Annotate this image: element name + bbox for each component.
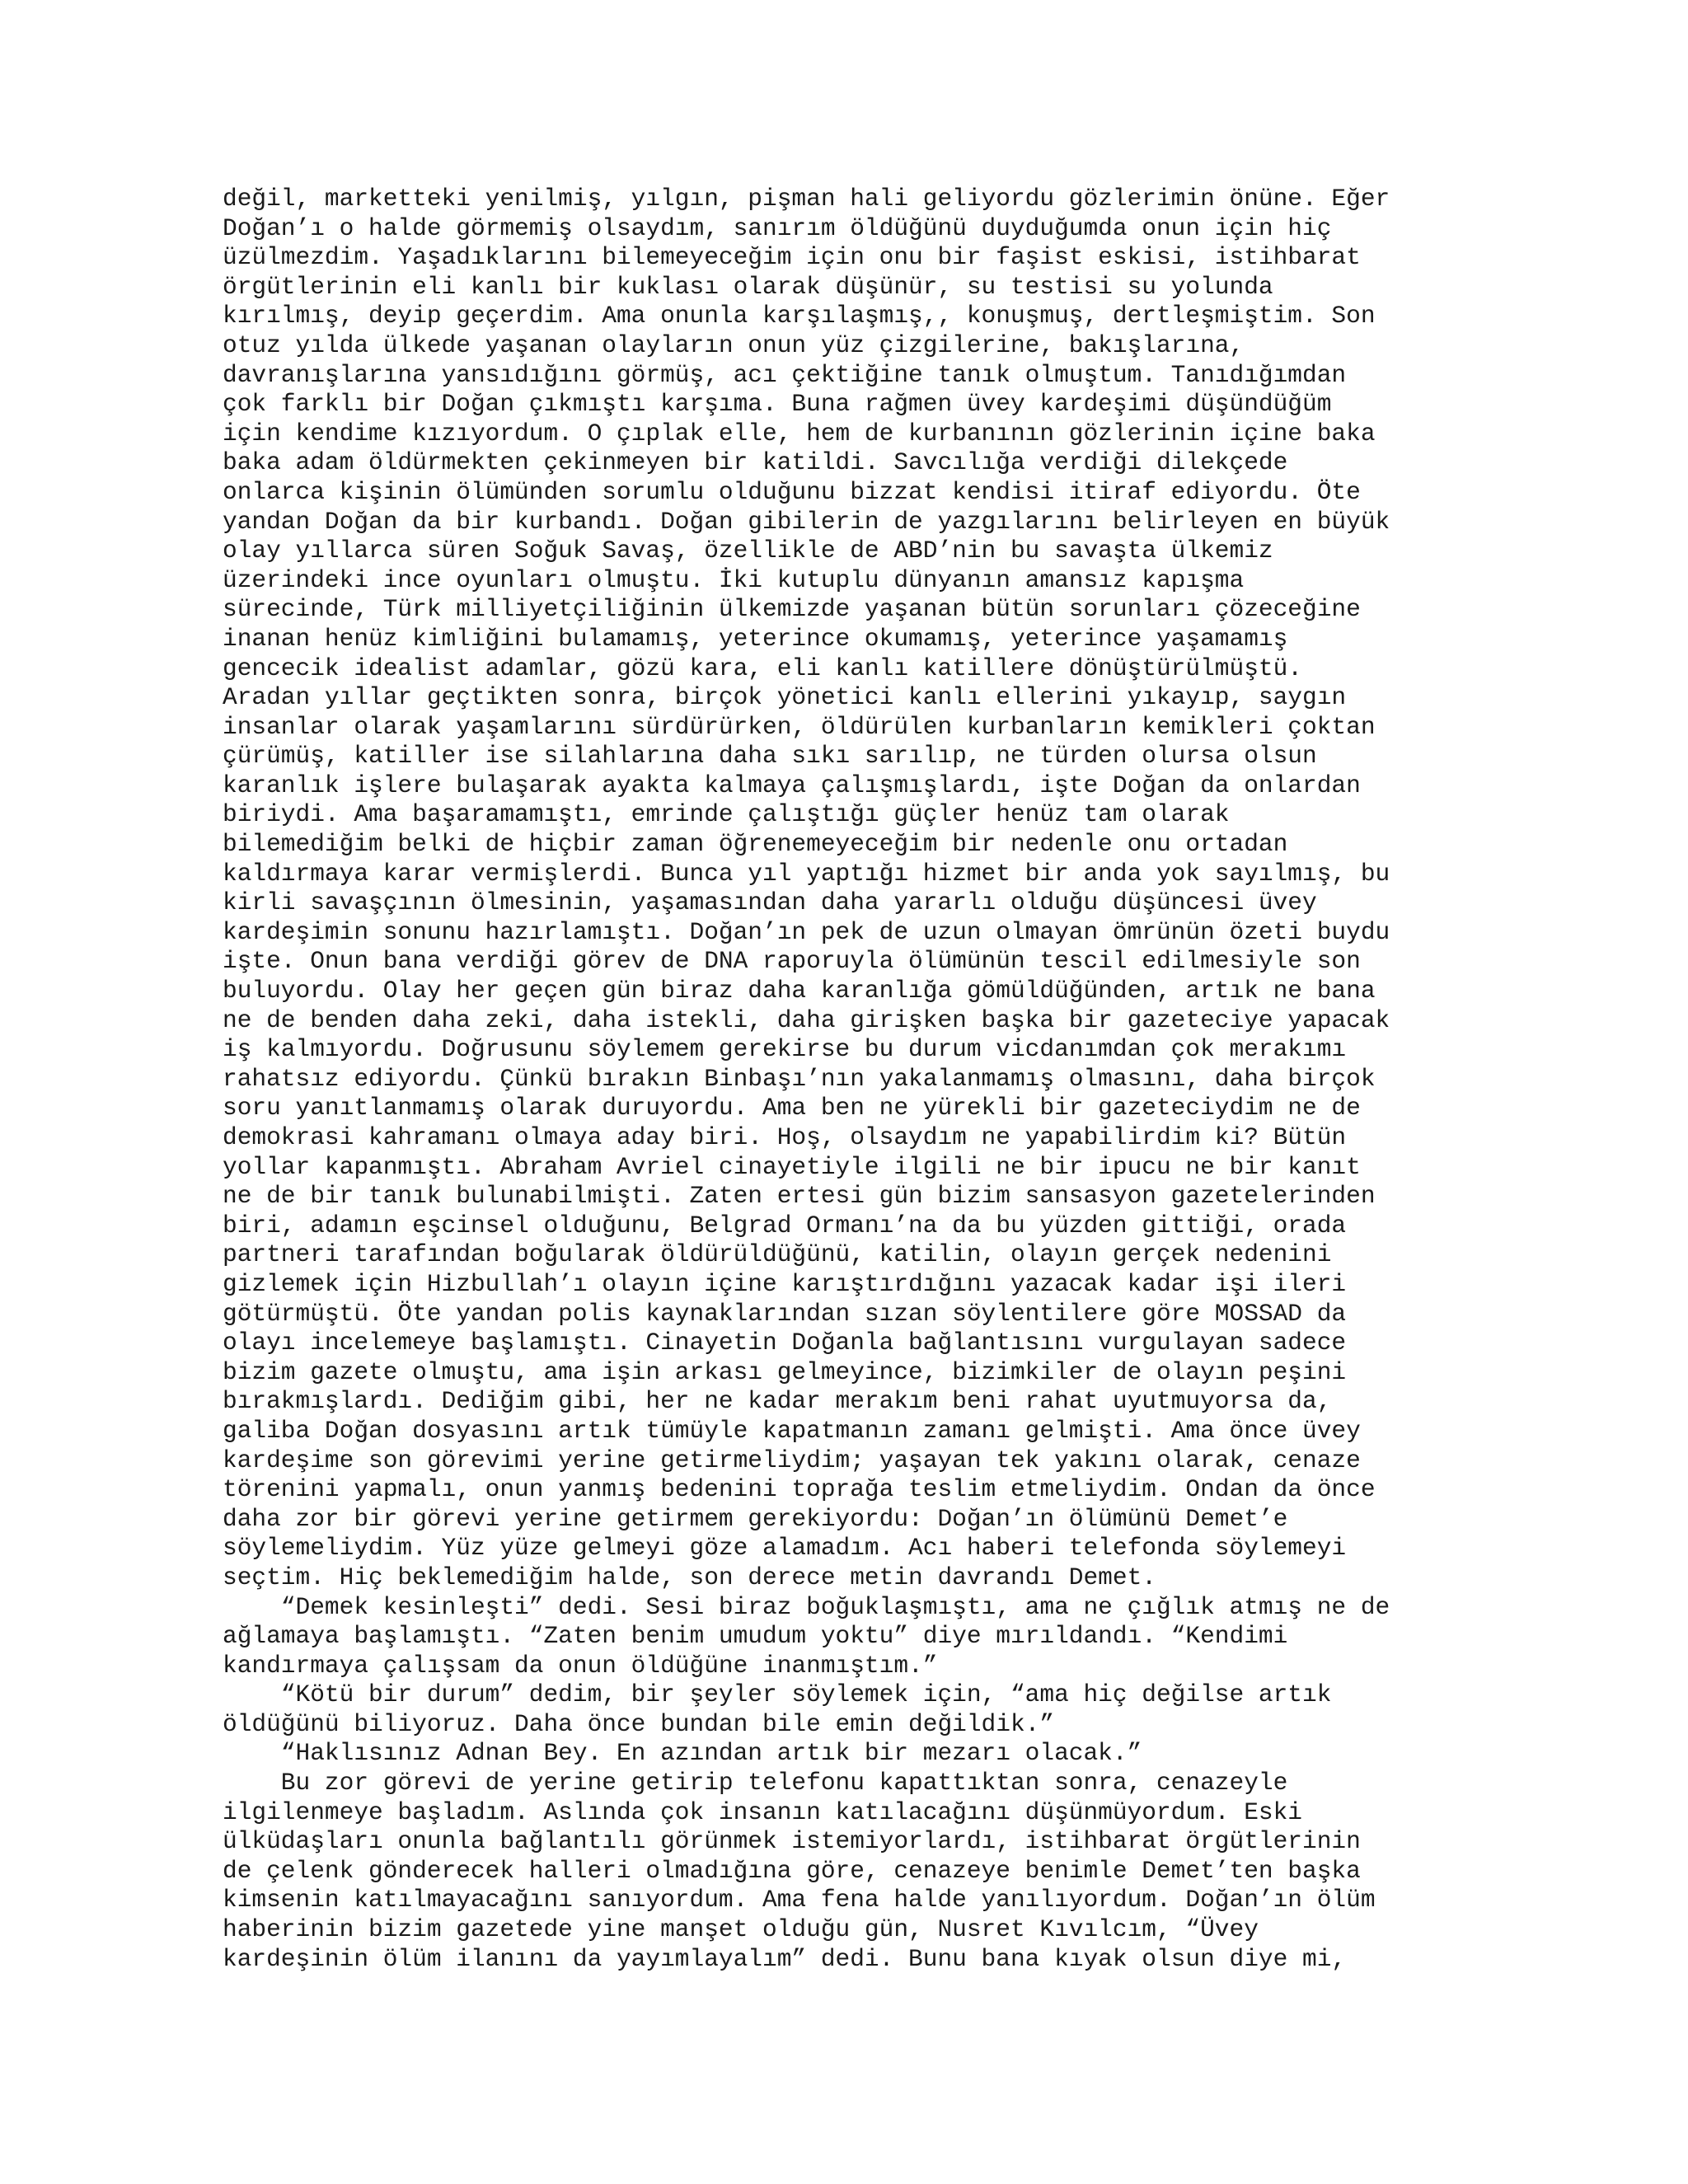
text-line: işte. Onun bana verdiği görev de DNA raporuyla ölümünün tescil edilmesiyle son	[223, 947, 1361, 976]
text-line: kardeşimin sonunu hazırlamıştı. Doğan’ın pek de uzun olmayan ömrünün özeti buydu	[223, 917, 1390, 946]
text-line: olayı incelemeye başlamıştı. Cinayetin Doğanla bağlantısını vurgulayan sadece	[223, 1329, 1347, 1357]
text-line: gencecik idealist adamlar, gözü kara, eli kanlı katillere dönüştürülmüştü.	[223, 654, 1303, 682]
text-line: ne de bir tanık bulunabilmişti. Zaten ertesi gün bizim sansasyon gazetelerinden	[223, 1182, 1376, 1211]
text-line: rahatsız ediyordu. Çünkü bırakın Binbaşı’nın yakalanmamış olmasını, daha birçok	[223, 1064, 1376, 1093]
text-line: Aradan yıllar geçtikten sonra, birçok yönetici kanlı ellerini yıkayıp, saygın	[223, 683, 1347, 712]
text-line: kardeşinin ölüm ilanını da yayımlayalım” dedi. Bunu bana kıyak olsun diye mi,	[223, 1944, 1347, 1973]
text-line: seçtim. Hiç beklemediğim halde, son derece metin davrandı Demet.	[223, 1563, 1156, 1591]
text-line: insanlar olarak yaşamlarını sürdürürken, öldürülen kurbanların kemikleri çoktan	[223, 712, 1376, 741]
text-line: onlarca kişinin ölümünden sorumlu olduğunu bizzat kendisi itiraf ediyordu. Öte	[223, 477, 1361, 506]
text-line: üzülmezdim. Yaşadıklarını bilemeyeceğim için onu bir faşist eskisi, istihbarat	[223, 243, 1361, 272]
text-line: ülküdaşları onunla bağlantılı görünmek istemiyorlardı, istihbarat örgütlerinin	[223, 1827, 1361, 1856]
text-line: kaldırmaya karar vermişlerdi. Bunca yıl yaptığı hizmet bir anda yok sayılmış, bu	[223, 859, 1390, 888]
body-text	[223, 185, 1475, 1974]
text-line: için kendime kızıyordum. O çıplak elle, hem de kurbanının gözlerinin içine baka	[223, 419, 1376, 448]
text-line: “Haklısınız Adnan Bey. En azından artık bir mezarı olacak.”	[223, 1739, 1142, 1768]
text-line: demokrasi kahramanı olmaya aday biri. Hoş, olsaydım ne yapabilirdim ki? Bütün	[223, 1123, 1347, 1151]
text-line: daha zor bir görevi yerine getirmem gerekiyordu: Doğan’ın ölümünü Demet’e	[223, 1504, 1288, 1533]
text-line: bırakmışlardı. Dediğim gibi, her ne kadar merakım beni rahat uyutmuyorsa da,	[223, 1387, 1332, 1416]
text-line: ağlamaya başlamıştı. “Zaten benim umudum yoktu” diye mırıldandı. “Kendimi	[223, 1622, 1288, 1651]
text-line: kirli savaşçının ölmesinin, yaşamasından daha yararlı olduğu düşüncesi üvey	[223, 888, 1317, 917]
text-line: de çelenk gönderecek halleri olmadığına göre, cenazeye benimle Demet’ten başka	[223, 1856, 1361, 1885]
text-line: değil, marketteki yenilmiş, yılgın, pişman hali geliyordu gözlerimin önüne. Eğer	[223, 185, 1390, 213]
text-line: ne de benden daha zeki, daha istekli, daha girişken başka bir gazeteciye yapacak	[223, 1005, 1390, 1034]
text-line: iş kalmıyordu. Doğrusunu söylemem gerekirse bu durum vicdanımdan çok merakımı	[223, 1035, 1347, 1064]
text-line: törenini yapmalı, onun yanmış bedenini toprağa teslim etmeliydim. Ondan da önce	[223, 1475, 1376, 1504]
text-line: ilgilenmeye başladım. Aslında çok insanın katılacağını düşünmüyordum. Eski	[223, 1797, 1303, 1826]
text-line: “Demek kesinleşti” dedi. Sesi biraz boğuklaşmıştı, ama ne çığlık atmış ne de	[223, 1592, 1390, 1621]
text-line: sürecinde, Türk milliyetçiliğinin ülkemizde yaşanan bütün sorunları çözeceğine	[223, 595, 1361, 624]
text-line: yollar kapanmıştı. Abraham Avriel cinayetiyle ilgili ne bir ipucu ne bir kanıt	[223, 1152, 1361, 1181]
text-line: otuz yılda ülkede yaşanan olayların onun yüz çizgilerine, bakışlarına,	[223, 330, 1245, 359]
text-line: galiba Doğan dosyasını artık tümüyle kapatmanın zamanı gelmişti. Ama önce üvey	[223, 1416, 1361, 1445]
text-line: bizim gazete olmuştu, ama işin arkası gelmeyince, bizimkiler de olayın peşini	[223, 1357, 1347, 1386]
text-line: baka adam öldürmekten çekinmeyen bir katildi. Savcılığa verdiği dilekçede	[223, 448, 1288, 477]
text-line: öldüğünü biliyoruz. Daha önce bundan bile emin değildik.”	[223, 1709, 1055, 1738]
text-line: “Kötü bir durum” dedim, bir şeyler söylemek için, “ama hiç değilse artık	[223, 1680, 1332, 1709]
text-line: yandan Doğan da bir kurbandı. Doğan gibilerin de yazgılarını belirleyen en büyük	[223, 507, 1390, 536]
text-line: çürümüş, katiller ise silahlarına daha sıkı sarılıp, ne türden olursa olsun	[223, 742, 1317, 771]
text-line: Doğan’ı o halde görmemiş olsaydım, sanırım öldüğünü duyduğumda onun için hiç	[223, 213, 1332, 242]
text-line: gizlemek için Hizbullah’ı olayın içine karıştırdığını yazacak kadar işi ileri	[223, 1269, 1347, 1298]
text-line: buluyordu. Olay her geçen gün biraz daha karanlığa gömüldüğünden, artık ne bana	[223, 977, 1376, 1005]
text-line: karanlık işlere bulaşarak ayakta kalmaya çalışmışlardı, işte Doğan da onlardan	[223, 771, 1361, 799]
text-line: davranışlarına yansıdığını görmüş, acı çektiğine tanık olmuştum. Tanıdığımdan	[223, 360, 1347, 389]
text-line: üzerindeki ince oyunları olmuştu. İki kutuplu dünyanın amansız kapışma	[223, 565, 1245, 594]
text-line: söylemeliydim. Yüz yüze gelmeyi göze alamadım. Acı haberi telefonda söylemeyi	[223, 1534, 1347, 1563]
text-line: bilemediğim belki de hiçbir zaman öğrenemeyeceğim bir nedenle onu ortadan	[223, 830, 1288, 859]
text-line: partneri tarafından boğularak öldürüldüğünü, katilin, olayın gerçek nedenini	[223, 1240, 1332, 1269]
text-line: kandırmaya çalışsam da onun öldüğüne inanmıştım.”	[223, 1651, 938, 1680]
text-line: inanan henüz kimliğini bulamamış, yeterince okumamış, yeterince yaşamamış	[223, 624, 1288, 653]
text-line: soru yanıtlanmamış olarak duruyordu. Ama ben ne yürekli bir gazeteciydim ne de	[223, 1094, 1361, 1122]
text-line: kardeşime son görevimi yerine getirmeliydim; yaşayan tek yakını olarak, cenaze	[223, 1446, 1361, 1474]
text-line: olay yıllarca süren Soğuk Savaş, özellikle de ABD’nin bu savaşta ülkemiz	[223, 537, 1273, 565]
text-line: götürmüştü. Öte yandan polis kaynaklarından sızan söylentilere göre MOSSAD da	[223, 1299, 1347, 1328]
text-line: haberinin bizim gazetede yine manşet olduğu gün, Nusret Kıvılcım, “Üvey	[223, 1915, 1259, 1944]
text-line: Bu zor görevi de yerine getirip telefonu kapattıktan sonra, cenazeyle	[223, 1769, 1288, 1797]
text-line: kırılmış, deyip geçerdim. Ama onunla karşılaşmış,, konuşmuş, dertleşmiştim. Son	[223, 302, 1376, 330]
text-line: kimsenin katılmayacağını sanıyordum. Ama fena halde yanılıyordum. Doğan’ın ölüm	[223, 1886, 1376, 1915]
text-line: çok farklı bir Doğan çıkmıştı karşıma. Buna rağmen üvey kardeşimi düşündüğüm	[223, 390, 1332, 419]
text-line: biri, adamın eşcinsel olduğunu, Belgrad Ormanı’na da bu yüzden gittiği, orada	[223, 1211, 1347, 1240]
text-line: örgütlerinin eli kanlı bir kuklası olarak düşünür, su testisi su yolunda	[223, 272, 1273, 301]
text-line: biriydi. Ama başaramamıştı, emrinde çalıştığı güçler henüz tam olarak	[223, 800, 1230, 829]
